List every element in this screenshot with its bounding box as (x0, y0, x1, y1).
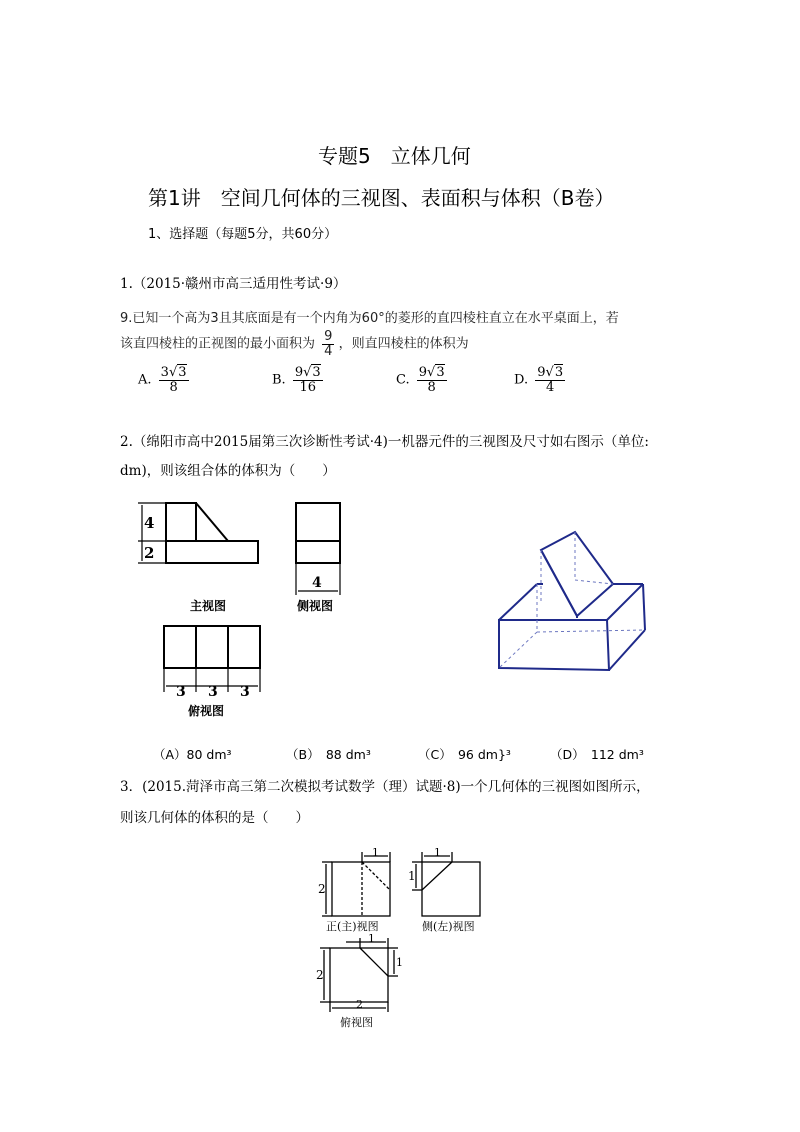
q1-choice-c[interactable]: C. $\frac{9√3}{8}$ (396, 365, 445, 395)
q2-front-view (130, 495, 270, 595)
q1-line2-text-a: 该直四棱柱的正视图的最小面积为 (120, 336, 316, 352)
q1-fraction (322, 330, 334, 358)
section-heading: 1、选择题（每题5分，共60分） (148, 227, 338, 242)
choice-label: B. (272, 372, 286, 388)
q2-3d-figure (495, 520, 655, 680)
choice-den: 4 (546, 379, 555, 395)
lecture-subtitle: 第1讲 空间几何体的三视图、表面积与体积（B卷） (148, 186, 615, 210)
q2-dim-2: 2 (144, 544, 155, 562)
choice-den: 16 (299, 379, 317, 395)
q3-line2: 则该几何体的体积的是（ ） (120, 810, 309, 826)
choice-coef: 9 (294, 365, 304, 380)
q1-line1: 9.已知一个高为3且其底面是有一个内角为60°的菱形的直四棱柱直立在水平桌面上，若 (120, 311, 619, 326)
q2-answer-b[interactable]: （B） 88 dm³ (286, 747, 371, 762)
q1-frac-den: 4 (324, 343, 333, 359)
q3-front-view (318, 848, 398, 920)
q2-line2: dm)，则该组合体的体积为（ ） (120, 463, 336, 479)
q2-line1: 2.（绵阳市高中2015届第三次诊断性考试·4)一机器元件的三视图及尺寸如右图示（单位: (120, 434, 649, 450)
q1-frac-num: 9 (324, 329, 333, 344)
q3-top-dim-left: 2 (316, 968, 324, 982)
page-title: 专题5 立体几何 (318, 144, 471, 168)
choice-radicand: 3 (554, 365, 564, 380)
choice-den: 8 (169, 379, 178, 395)
q3-side-dim-top: 1 (434, 848, 441, 859)
q3-top-dim-bottom: 2 (356, 998, 363, 1011)
q2-dim-top-1: 3 (176, 684, 186, 698)
choice-den: 8 (427, 379, 436, 395)
choice-coef: 9 (418, 365, 428, 380)
choice-label: A. (138, 372, 152, 388)
q3-top-dim-right: 1 (396, 956, 403, 969)
q3-top-dim-top: 1 (368, 934, 375, 945)
q2-answer-d[interactable]: （D） 112 dm³ (550, 747, 644, 762)
q3-side-view (408, 848, 488, 920)
q1-choice-a[interactable]: A. $\frac{3√3}{8}$ (138, 365, 187, 395)
q3-front-dim-left: 2 (318, 882, 326, 896)
q1-source: 1.（2015·赣州市高三适用性考试·9） (120, 276, 347, 292)
choice-label: D. (514, 372, 529, 388)
q1-line2 (120, 330, 469, 358)
choice-coef: 3 (160, 365, 169, 380)
q3-front-label: 正(主)视图 (326, 920, 379, 933)
q2-dim-side: 4 (312, 575, 322, 591)
choice-coef: 9 (537, 365, 546, 380)
q3-top-label: 俯视图 (340, 1016, 373, 1029)
q1-choice-d[interactable]: D. $\frac{9√3}{4}$ (514, 365, 564, 395)
choice-radicand: 3 (178, 365, 187, 380)
q3-side-label: 侧(左)视图 (422, 920, 475, 933)
q2-front-label: 主视图 (190, 599, 227, 613)
q2-dim-4: 4 (144, 514, 155, 532)
q3-top-view (316, 934, 406, 1014)
q1-choice-b[interactable]: B. $\frac{9√3}{16}$ (272, 365, 321, 395)
q2-dim-top-3: 3 (240, 684, 250, 698)
q3-side-dim-left: 1 (408, 869, 416, 883)
q2-top-label: 俯视图 (188, 704, 225, 718)
q2-answer-a[interactable]: （A）80 dm³ (153, 747, 232, 762)
q3-front-dim-top: 1 (372, 848, 379, 859)
q2-side-view (288, 495, 348, 600)
q3-line1: 3．(2015.菏泽市高三第二次模拟考试数学（理）试题·8)一个几何体的三视图如图所示， (120, 779, 650, 795)
q1-line2-text-b: ，则直四棱柱的体积为 (338, 336, 469, 352)
choice-radicand: 3 (436, 365, 445, 380)
q2-answer-c[interactable]: （C） 96 dm}³ (418, 747, 511, 762)
choice-radicand: 3 (312, 365, 321, 380)
q2-side-label: 侧视图 (297, 599, 334, 613)
q2-top-view (158, 618, 268, 698)
choice-label: C. (396, 372, 410, 388)
q2-dim-top-2: 3 (208, 684, 218, 698)
